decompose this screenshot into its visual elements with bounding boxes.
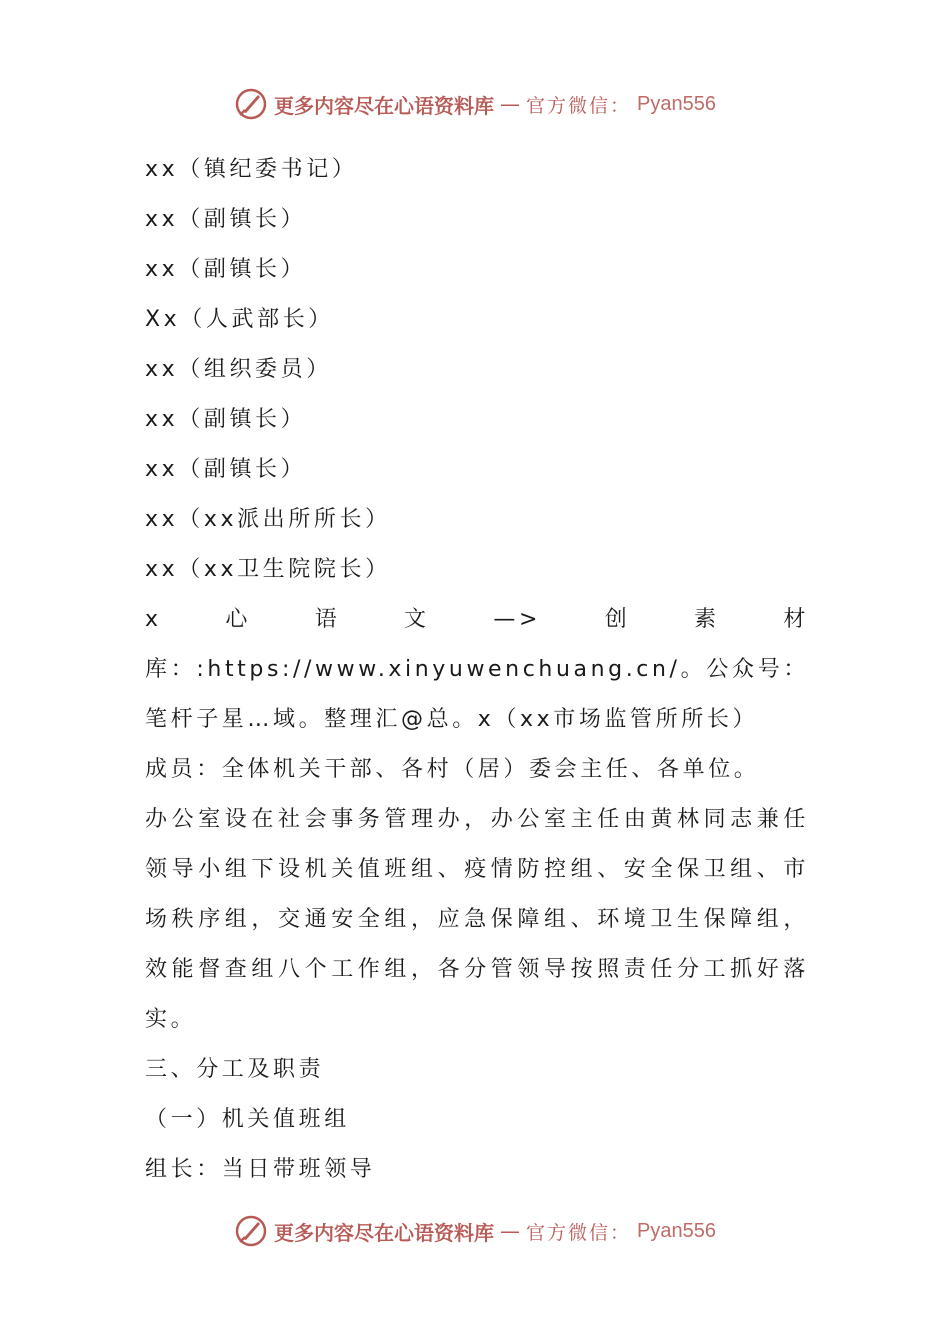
office-paragraph: 办公室设在社会事务管理办，办公室主任由黄林同志兼任领导小组下设机关值班组、疫情防控组、安全保卫组、市场秩序组，交通安全组，应急保障组、环境卫生保障组，效能督查组八个工作组，各分管领导按照责任分工抓好落实。 (145, 807, 809, 1032)
subsection-heading: （一）机关值班组 (145, 1107, 350, 1132)
banner-wechat-label: 官方微信： (526, 94, 632, 117)
members-line: 成员：全体机关干部、各村（居）委会主任、各单位。 (145, 757, 760, 782)
document-body (145, 145, 809, 1195)
member-line: xx（镇纪委书记） (145, 157, 358, 182)
quill-logo-icon (234, 87, 268, 121)
source-paragraph: x心语文—>创素材库：:https://www.xinyuwenchuang.cn/。公众号：笔杆子星…域。整理汇@总。x（xx市场监管所所长） (145, 607, 809, 732)
banner-wechat-id: Pyan556 (637, 1219, 716, 1242)
member-line: xx（副镇长） (145, 457, 307, 482)
header-banner (0, 82, 950, 126)
banner-wechat-id: Pyan556 (637, 92, 716, 115)
banner-separator: — (500, 92, 520, 116)
member-line: Xx（人武部长） (145, 307, 334, 332)
member-line: xx（组织委员） (145, 357, 332, 382)
quill-logo-icon (234, 1214, 268, 1248)
member-line: xx（xx卫生院院长） (145, 557, 391, 582)
footer-banner (0, 1209, 950, 1253)
member-line: xx（xx派出所所长） (145, 507, 391, 532)
banner-text: 更多内容尽在心语资料库 (274, 93, 494, 118)
banner-content (234, 87, 716, 121)
group-leader-line: 组长：当日带班领导 (145, 1157, 376, 1182)
banner-separator: — (500, 1219, 520, 1243)
banner-content (234, 1214, 716, 1248)
member-line: xx（副镇长） (145, 207, 307, 232)
section-heading: 三、分工及职责 (145, 1057, 325, 1082)
member-line: xx（副镇长） (145, 257, 307, 282)
member-line: xx（副镇长） (145, 407, 307, 432)
banner-wechat-label: 官方微信： (526, 1221, 632, 1244)
banner-text: 更多内容尽在心语资料库 (274, 1220, 494, 1245)
